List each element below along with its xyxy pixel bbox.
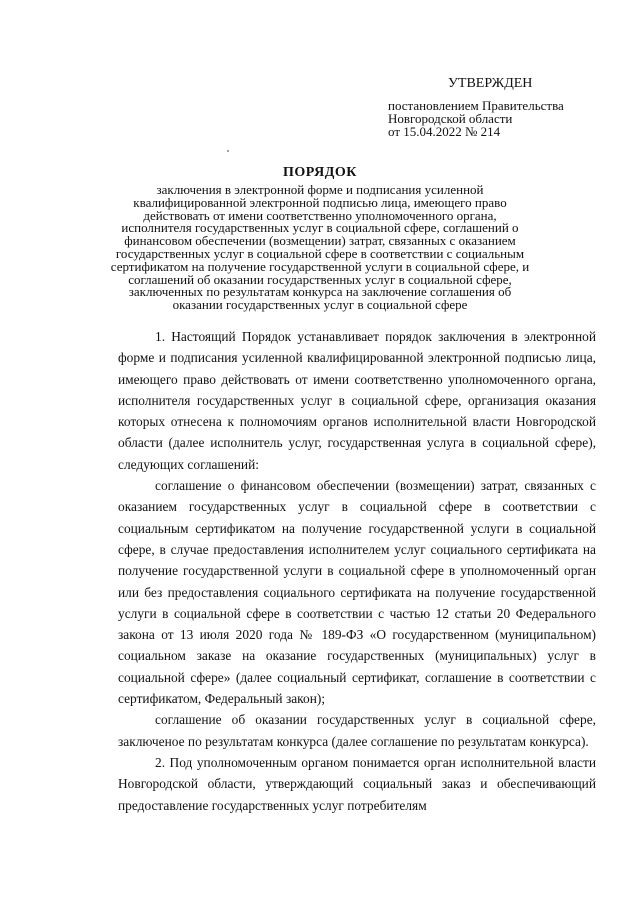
paragraph: 2. Под уполномоченным органом понимается орган исполнительной власти Новгородской области, утверждающий социальный заказ и обеспечивающий предоставление государственных услуг потребителям: [118, 754, 596, 813]
paragraph: соглашение о финансовом обеспечении (возмещении) затрат, связанных с оказанием государственных услуг в социальной сфере в соответствии с социальным сертификатом на получение государственной услуги в социальной сфере, в случае предоставления исполнителем услуг социального сертификата на получение государственной услуги в социальной сфере в уполномоченный орган или без предоставления социального сертификата на получение государственной услуги в социальной сфере в соответствии с частью 12 статьи 20 Федерального закона от 13 июля 2020 года № 189-ФЗ «О государственном (муниципальном) социальном заказе на оказание государственных (муниципальных) услуг в социальной сфере» (далее социальный сертификат, соглашение в соответствии с сертификатом, Федеральный закон);: [118, 478, 596, 707]
document-body: [118, 326, 596, 816]
document-subtitle: заключения в электронной форме и подписания усиленной квалифицированной электронной подписью лица, имеющего право действовать от имени соответственно уполномоченного органа, исполнителя государственных услуг в социальной сфере, соглашений о финансовом обеспечении (возмещении) затрат, связанных с оказанием государственных услуг в социальной сфере в соответствии с социальным сертификатом на получение государственной услуги в социальной сфере, и соглашений об оказании государственных услуг в социальной сфере, заключенных по результатам конкурса на заключение соглашения об оказании государственных услуг в социальной сфере: [110, 182, 530, 313]
paragraph: 1. Настоящий Порядок устанавливает порядок заключения в электронной форме и подписания усиленной квалифицированной электронной подписью лица, имеющего право действовать от имени соответственно уполномоченного органа, исполнителя государственных услуг в социальной сфере, организация оказания которых отнесена к полномочиям органов исполнительной власти Новгородской области (далее исполнитель услуг, государственная услуга в социальной сфере), следующих соглашений:: [118, 329, 596, 472]
approval-line: постановлением Правительства: [388, 98, 564, 113]
approval-line: Новгородской области: [388, 111, 513, 126]
approval-heading: УТВЕРЖДЕН: [448, 76, 533, 91]
paragraph: соглашение об оказании государственных услуг в социальной сфере, заключеное по результатам конкурса (далее соглашение по результатам конкурса).: [118, 712, 596, 749]
approval-stamp: [388, 77, 618, 138]
scan-mark: [227, 150, 229, 152]
approval-line: от 15.04.2022 № 214: [388, 124, 501, 139]
document-title: ПОРЯДОК: [283, 165, 357, 180]
